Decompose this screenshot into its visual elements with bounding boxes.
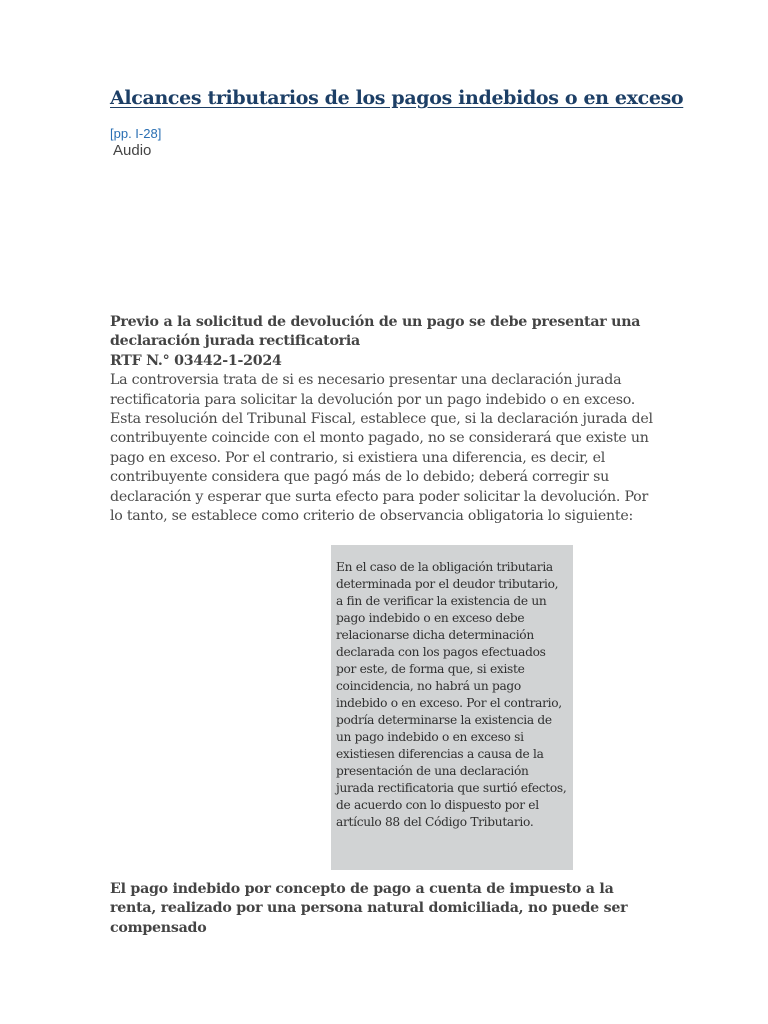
- article-header: [110, 86, 684, 160]
- section-pago-a-cuenta: [110, 880, 660, 938]
- page-reference-link[interactable]: [pp. I-28]: [110, 126, 162, 141]
- section-devolucion: [110, 313, 660, 526]
- quote-text: En el caso de la obligación tributaria determinada por el deudor tributario, a fin de verificar la existencia de un pago indebido o en exceso debe relacionarse dicha determinación declarada con los pagos efectuados por este, de forma que, si existe coincidencia, no habrá un pago indebido o en exceso. Por el contrario, podría determinarse la existencia de un pago indebido o en exceso si existiesen diferencias a causa de la presentación de una declaración jurada rectificatoria que surtió efectos, de acuerdo con lo dispuesto por el artículo 88 del Código Tributario.: [336, 560, 567, 829]
- audio-label: Audio: [113, 142, 152, 159]
- criterion-quote-box: [331, 545, 573, 870]
- section-heading: Previo a la solicitud de devolución de un pago se debe presentar una declaración jurada rectificatoria: [110, 314, 641, 350]
- section-body: La controversia trata de si es necesario presentar una declaración jurada rectificatoria para solicitar la devolución por un pago indebido o en exceso. Esta resolución del Tribunal Fiscal, establece que, si la declaración jurada del contribuyente coincide con el monto pagado, no se considerará que existe un pago en exceso. Por el contrario, si existiera una diferencia, es decir, el contribuyente considera que pagó más de lo debido; deberá corregir su declaración y esperar que surta efecto para poder solicitar la devolución. Por lo tanto, se establece como criterio de observancia obligatoria lo siguiente:: [110, 372, 653, 525]
- section-heading-2: El pago indebido por concepto de pago a cuenta de impuesto a la renta, realizado por una persona natural domiciliada, no puede ser compensado: [110, 881, 628, 936]
- rtf-reference: RTF N.° 03442-1-2024: [110, 352, 282, 369]
- article-title[interactable]: Alcances tributarios de los pagos indebidos o en exceso: [110, 87, 684, 109]
